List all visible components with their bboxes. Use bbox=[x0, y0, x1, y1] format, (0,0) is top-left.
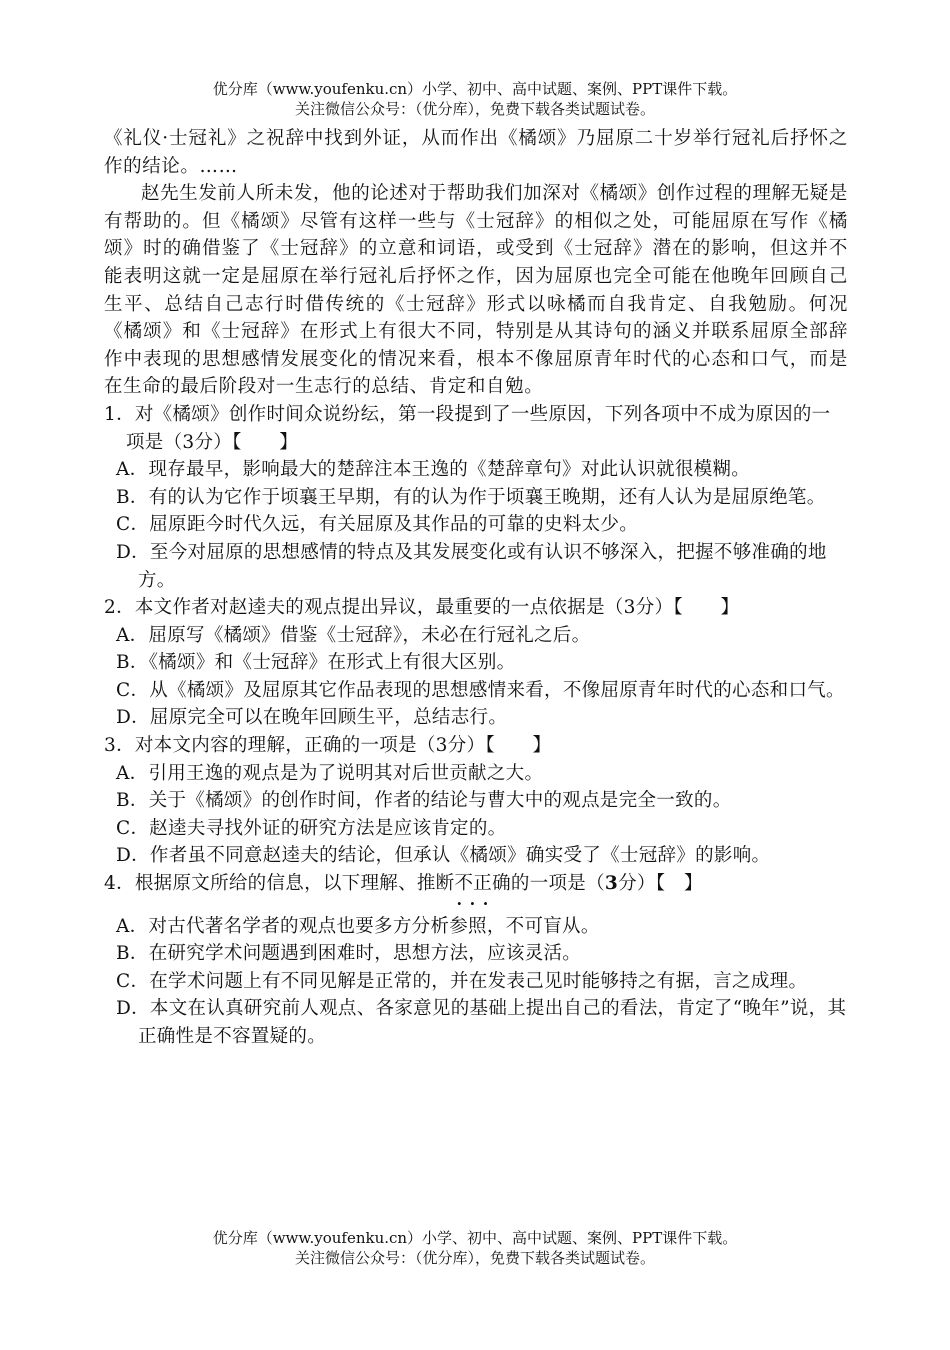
option-b: B．有的认为它作于顷襄王早期，有的认为作于顷襄王晚期，还有人认为是屈原绝笔。 bbox=[116, 486, 826, 508]
option-b: B．关于《橘颂》的创作时间，作者的结论与曹大中的观点是完全一致的。 bbox=[116, 790, 732, 812]
option-d: D．作者虽不同意赵逵夫的结论，但承认《橘颂》确实受了《士冠辞》的影响。 bbox=[116, 845, 771, 867]
question-stem: 2．本文作者对赵逵夫的观点提出异议，最重要的一点依据是（3分）【 】 bbox=[104, 597, 740, 619]
question-stem: 1．对《橘颂》创作时间众说纷纭，第一段提到了一些原因，下列各项中不成为原因的一项是（3分）【 】 bbox=[104, 403, 831, 453]
option-list bbox=[104, 622, 848, 732]
option-b: B．在研究学术问题遇到困难时，思想方法，应该灵活。 bbox=[116, 943, 582, 965]
passage-paragraph-2: 赵先生发前人所未发，他的论述对于帮助我们加深对《橘颂》创作过程的理解无疑是有帮助的。但《橘颂》尽管有这样一些与《士冠辞》的相似之处，可能屈原在写作《橘颂》时的确借鉴了《士冠辞》的立意和词语，或受到《士冠辞》潜在的影响，但这并不能表明这就一定是屈原在举行冠礼后抒怀之作，因为屈原也完全可能在他晚年回顾自己生平、总结自己志行时借传统的《士冠辞》形式以咏橘而自我肯定、自我勉励。何况《橘颂》和《士冠辞》在形式上有很大不同，特别是从其诗句的涵义并联系屈原全部辞作中表现的思想感情发展变化的情况来看，根本不像屈原青年时代的心态和口气，而是在生命的最后阶段对一生志行的总结、肯定和自勉。 bbox=[104, 183, 848, 398]
page-footer bbox=[0, 1228, 950, 1268]
option-c: C．赵逵夫寻找外证的研究方法是应该肯定的。 bbox=[116, 817, 507, 839]
question-2 bbox=[104, 594, 848, 732]
question-4 bbox=[104, 870, 848, 1051]
page-header bbox=[0, 79, 950, 119]
option-c: C．从《橘颂》及屈原其它作品表现的思想感情来看，不像屈原青年时代的心态和口气。 bbox=[116, 679, 845, 701]
option-list bbox=[104, 760, 848, 870]
score-number: 3 bbox=[604, 873, 619, 895]
option-list bbox=[104, 456, 848, 594]
option-d: D．至今对屈原的思想感情的特点及其发展变化或有认识不够深入，把握不够准确的地方。 bbox=[116, 541, 827, 591]
stem-text: 分）【 】 bbox=[618, 873, 703, 895]
option-a: A．引用王逸的观点是为了说明其对后世贡献之大。 bbox=[116, 762, 544, 784]
question-stem bbox=[104, 870, 848, 898]
footer-line-2: 关注微信公众号：（优分库），免费下载各类试题试卷。 bbox=[294, 1249, 655, 1267]
option-d: D．屈原完全可以在晚年回顾生平，总结志行。 bbox=[116, 707, 508, 729]
option-a: A．对古代著名学者的观点也要多方分析参照，不可盲从。 bbox=[116, 915, 600, 937]
header-line-1: 优分库（www.youfenku.cn）小学、初中、高中试题、案例、PPT课件下载。 bbox=[212, 80, 738, 98]
passage-paragraph-1: 《礼仪·士冠礼》之祝辞中找到外证，从而作出《橘颂》乃屈原二十岁举行冠礼后抒怀之作的结论。…… bbox=[104, 128, 848, 177]
stem-text: 的一项是（ bbox=[510, 873, 605, 895]
option-c: C．在学术问题上有不同见解是正常的，并在发表己见时能够持之有据，言之成理。 bbox=[116, 970, 808, 992]
option-a: A．屈原写《橘颂》借鉴《士冠辞》，未必在行冠礼之后。 bbox=[116, 624, 591, 646]
question-stem: 3．对本文内容的理解，正确的一项是（3分）【 】 bbox=[104, 735, 552, 757]
emphasized-text: 不正确 · · · bbox=[454, 870, 510, 898]
question-1 bbox=[104, 401, 848, 594]
header-line-2: 关注微信公众号：（优分库），免费下载各类试题试卷。 bbox=[294, 100, 655, 118]
option-list bbox=[104, 913, 848, 1051]
footer-line-1: 优分库（www.youfenku.cn）小学、初中、高中试题、案例、PPT课件下载。 bbox=[212, 1229, 738, 1247]
document-body bbox=[104, 125, 848, 1051]
reading-passage bbox=[104, 125, 848, 401]
option-b: B．《橘颂》和《士冠辞》在形式上有很大区别。 bbox=[116, 652, 516, 674]
stem-text: 4．根据原文所给的信息，以下理解、推断 bbox=[104, 873, 455, 895]
question-3 bbox=[104, 732, 848, 870]
option-c: C．屈原距今时代久远，有关屈原及其作品的可靠的史料太少。 bbox=[116, 514, 639, 536]
option-a: A．现存最早，影响最大的楚辞注本王逸的《楚辞章句》对此认识就很模糊。 bbox=[116, 459, 751, 481]
option-d: D．本文在认真研究前人观点、各家意见的基础上提出自己的看法，肯定了“晚年”说，其正确性是不容置疑的。 bbox=[116, 998, 847, 1047]
